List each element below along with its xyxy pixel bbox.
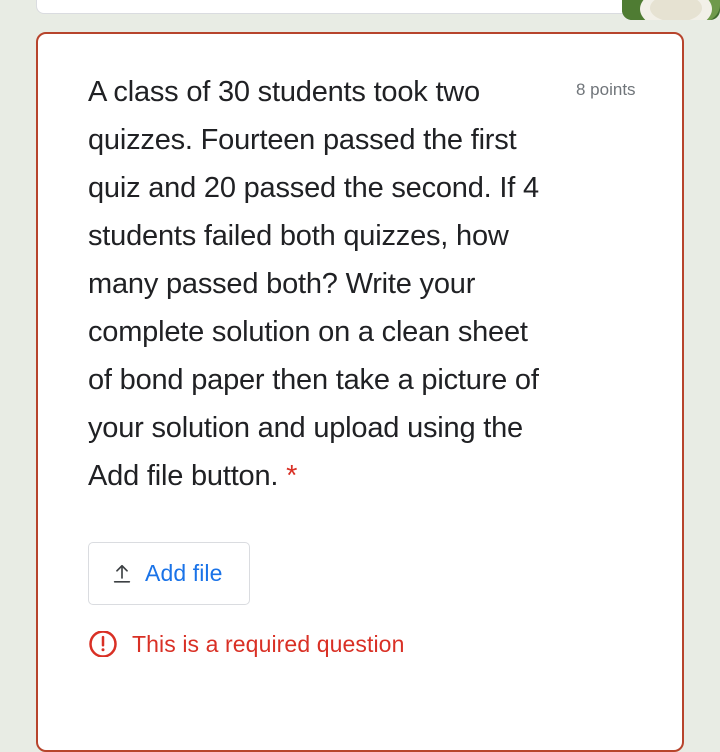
required-question-error	[88, 631, 648, 657]
previous-question-card[interactable]	[36, 0, 684, 14]
upload-icon	[111, 562, 133, 586]
question-title	[88, 68, 558, 500]
decorative-photo-fragment	[622, 0, 720, 20]
question-card[interactable]	[36, 32, 684, 752]
points-label: 8 points	[576, 80, 636, 99]
question-header-row	[88, 68, 648, 500]
add-file-button[interactable]	[88, 542, 250, 605]
error-circle-icon	[88, 631, 118, 657]
add-file-label: Add file	[145, 560, 223, 586]
error-message: This is a required question	[132, 631, 405, 657]
required-asterisk: *	[286, 460, 298, 492]
question-card-inner	[38, 34, 682, 750]
question-text: A class of 30 students took two quizzes. Fourteen passed the first quiz and 20 passed the second. If 4 students failed both quizzes, how many passed both? Write your complete solution on a clean sheet of bond paper then take a picture of your solution and upload using the Add file button.	[88, 76, 539, 492]
bowl-inner-shape	[650, 0, 702, 20]
